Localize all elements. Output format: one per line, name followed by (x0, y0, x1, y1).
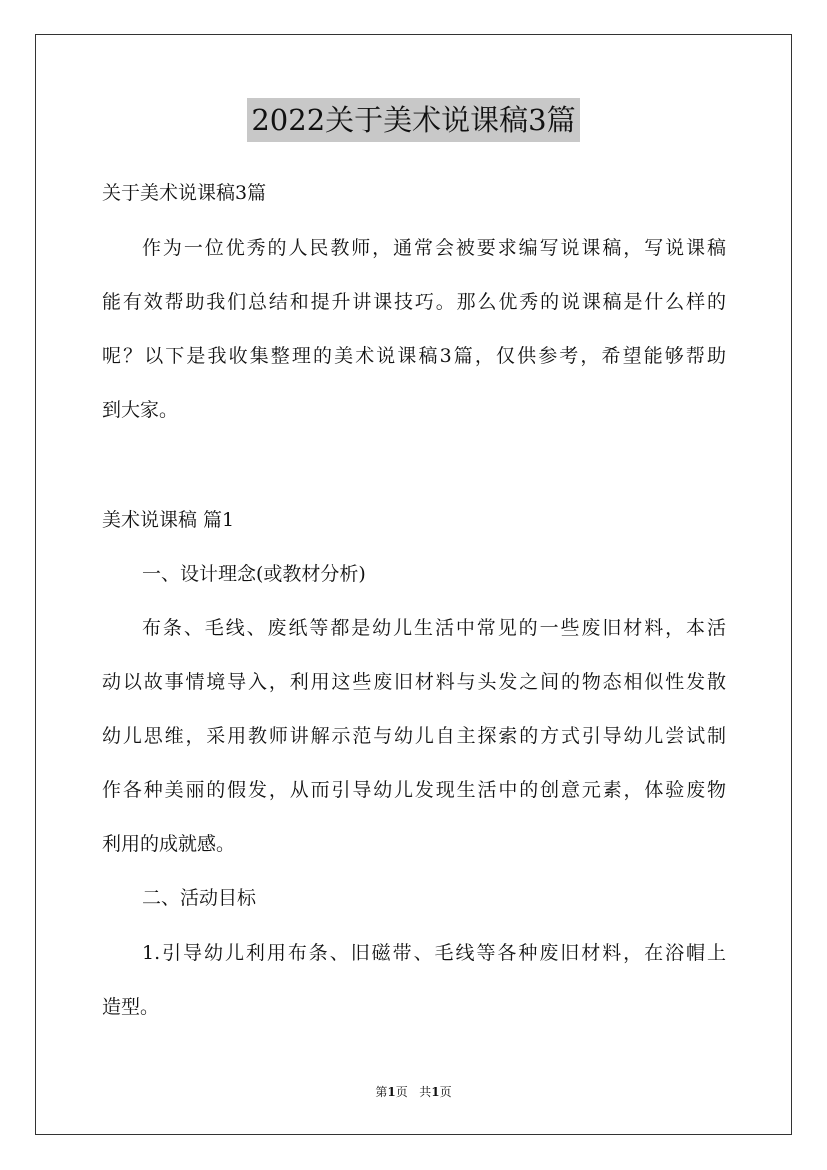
para1-line-4: 作各种美丽的假发，从而引导幼儿发现生活中的创意元素，体验废物 (102, 779, 726, 801)
document-subtitle: 关于美术说课稿3篇 (102, 182, 267, 204)
document-title: 2022关于美术说课稿3篇 (247, 98, 579, 142)
goal1-line-2: 造型。 (102, 996, 160, 1018)
intro-line-4: 到大家。 (102, 399, 179, 421)
footer-prefix: 第 (375, 1085, 388, 1099)
section-title: 美术说课稿 篇1 (102, 509, 235, 531)
heading-design-concept: 一、设计理念(或教材分析) (142, 563, 366, 585)
heading-activity-goals: 二、活动目标 (142, 887, 257, 909)
para1-line-5: 利用的成就感。 (102, 833, 236, 855)
page-footer (0, 1083, 827, 1101)
para1-line-3: 幼儿思维，采用教师讲解示范与幼儿自主探索的方式引导幼儿尝试制 (102, 725, 726, 747)
intro-line-1: 作为一位优秀的人民教师，通常会被要求编写说课稿，写说课稿 (142, 237, 726, 259)
goal1-line-1: 1.引导幼儿利用布条、旧磁带、毛线等各种废旧材料，在浴帽上 (142, 942, 726, 964)
footer-page-current: 1 (387, 1085, 396, 1099)
footer-page-total: 1 (431, 1085, 440, 1099)
intro-line-2: 能有效帮助我们总结和提升讲课技巧。那么优秀的说课稿是什么样的 (102, 291, 726, 313)
para1-line-2: 动以故事情境导入，利用这些废旧材料与头发之间的物态相似性发散 (102, 671, 726, 693)
footer-mid: 页 共 (395, 1085, 432, 1099)
title-container (0, 98, 827, 142)
intro-line-3: 呢？以下是我收集整理的美术说课稿3篇，仅供参考，希望能够帮助 (102, 345, 726, 367)
footer-suffix: 页 (439, 1085, 452, 1099)
para1-line-1: 布条、毛线、废纸等都是幼儿生活中常见的一些废旧材料，本活 (142, 617, 726, 639)
